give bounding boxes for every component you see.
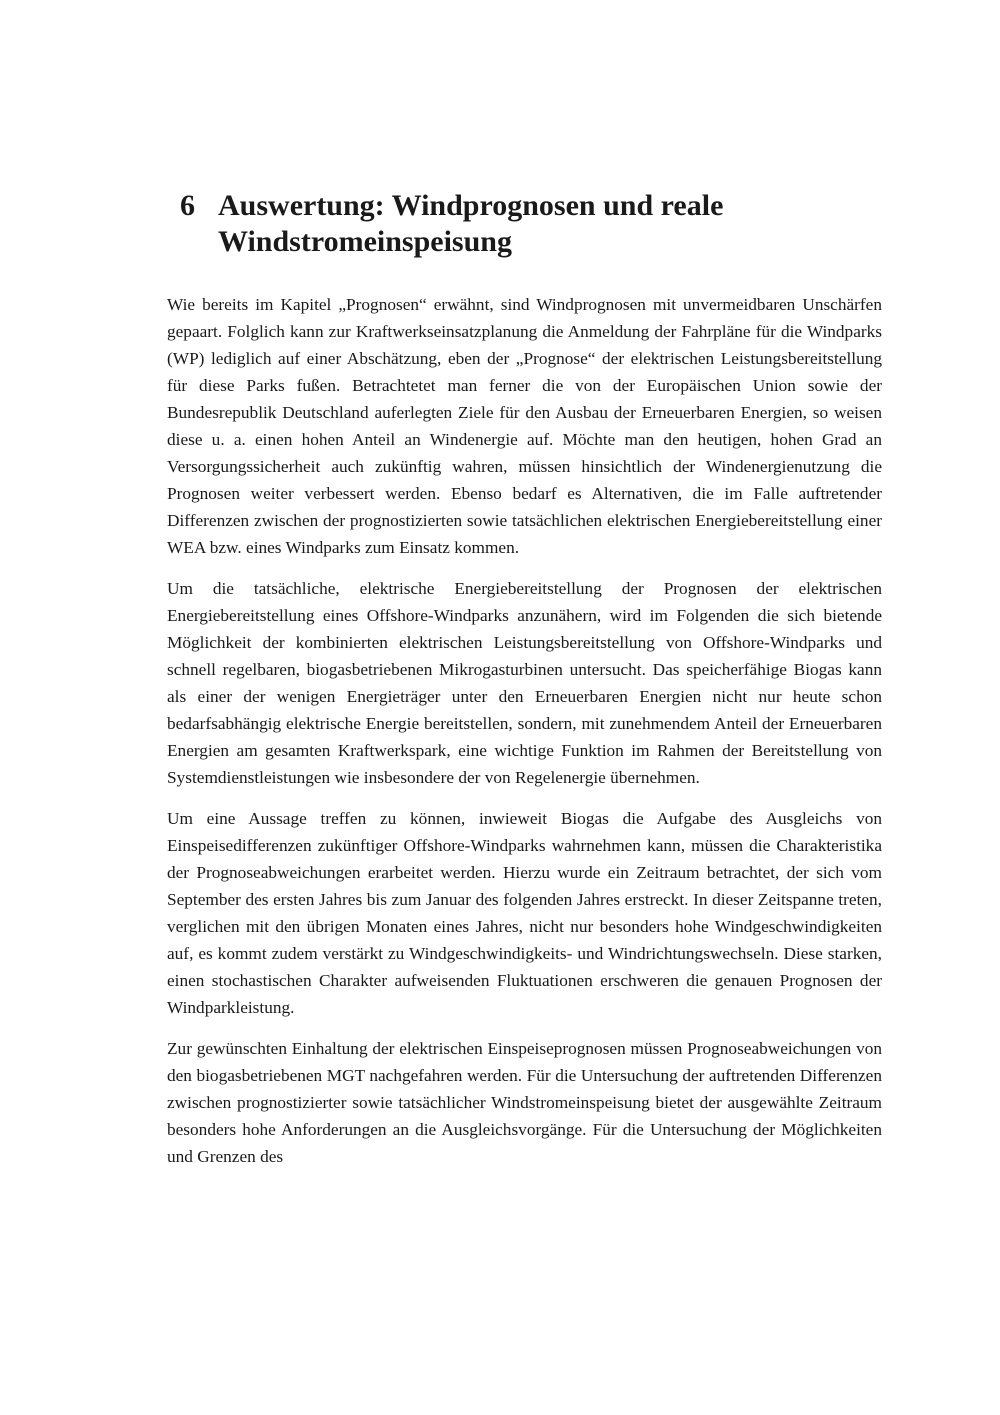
- paragraph-period: Um eine Aussage treffen zu können, inwieweit Biogas die Aufgabe des Ausgleichs von Einspeisedifferenzen zukünftiger Offshore-Windparks wahrnehmen kann, müssen die Charakteristika der Prognoseabweichungen erarbeitet werden. Hierzu wurde ein Zeitraum betrachtet, der sich vom September des ersten Jahres bis zum Januar des folgenden Jahres erstreckt. In dieser Zeitspanne treten, verglichen mit den übrigen Monaten eines Jahres, nicht nur besonders hohe Windgeschwindigkeiten auf, es kommt zudem verstärkt zu Windgeschwindigkeits- und Windrichtungswechseln. Diese starken, einen stochastischen Charakter aufweisenden Fluktuationen erschweren die genauen Prognosen der Windparkleistung.: [167, 809, 882, 1017]
- chapter-heading: [180, 188, 820, 260]
- paragraph-approach: Um die tatsächliche, elektrische Energiebereitstellung der Prognosen der elektrischen Energiebereitstellung eines Offshore-Windparks anzunähern, wird im Folgenden die sich bietende Möglichkeit der kombinierten elektrischen Leistungsbereitstellung von Offshore-Windparks und schnell regelbaren, biogasbetriebenen Mikrogasturbinen untersucht. Das speicherfähige Biogas kann als einer der wenigen Energieträger unter den Erneuerbaren Energien nicht nur heute schon bedarfsabhängig elektrische Energie bereitstellen, sondern, mit zunehmendem Anteil der Erneuerbaren Energien am gesamten Kraftwerkspark, eine wichtige Funktion im Rahmen der Bereitstellung von Systemdienstleistungen wie insbesondere der von Regelenergie übernehmen.: [167, 579, 882, 787]
- chapter-number: 6: [180, 189, 195, 222]
- chapter-title: Auswertung: Windprognosen und reale Windstromeinspeisung: [218, 189, 724, 258]
- paragraph-intro: Wie bereits im Kapitel „Prognosen“ erwähnt, sind Windprognosen mit unvermeidbaren Unschärfen gepaart. Folglich kann zur Kraftwerkseinsatzplanung die Anmeldung der Fahrpläne für die Windparks (WP) lediglich auf einer Abschätzung, eben der „Prognose“ der elektrischen Leistungsbereitstellung für diese Parks fußen. Betrachtetet man ferner die von der Europäischen Union sowie der Bundesrepublik Deutschland auferlegten Ziele für den Ausbau der Erneuerbaren Energien, so weisen diese u. a. einen hohen Anteil an Windenergie auf. Möchte man den heutigen, hohen Grad an Versorgungssicherheit auch zukünftig wahren, müssen hinsichtlich der Windenergienutzung die Prognosen weiter verbessert werden. Ebenso bedarf es Alternativen, die im Falle auftretender Differenzen zwischen der prognostizierten sowie tatsächlichen elektrischen Energiebereitstellung einer WEA bzw. eines Windparks zum Einsatz kommen.: [167, 295, 882, 557]
- paragraph-requirements: Zur gewünschten Einhaltung der elektrischen Einspeiseprognosen müssen Prognoseabweichungen von den biogasbetriebenen MGT nachgefahren werden. Für die Untersuchung der auftretenden Differenzen zwischen prognostizierter sowie tatsächlicher Windstromeinspeisung bietet der ausgewählte Zeitraum besonders hohe Anforderungen an die Ausgleichsvorgänge. Für die Untersuchung der Möglichkeiten und Grenzen des: [167, 1039, 882, 1166]
- body-text: [167, 291, 882, 1184]
